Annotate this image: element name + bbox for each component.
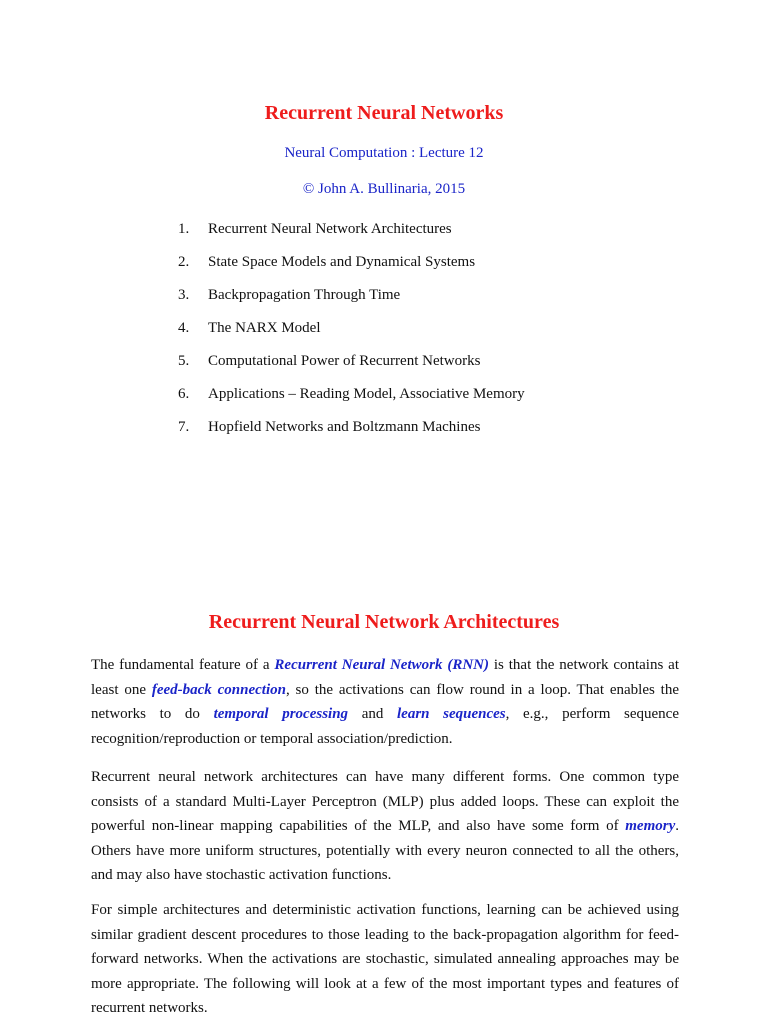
- paragraph-text: , e.g., perform sequence recognition/reproduction or temporal association/prediction.: [91, 706, 679, 747]
- paragraph-text: is that the network contains at least one: [91, 657, 679, 698]
- paragraph-text: For simple architectures and deterministic activation functions, learning can be achieved using similar gradient descent procedures to those leading to the back-propagation algorithm for feed-forward networks. When the activations are stochastic, simulated annealing approaches may be more appropriate. The following will look at a few of the most important types and features of recurrent networks.: [91, 902, 679, 1016]
- paragraph-text: , so the activations can flow round in a loop. That enables the networks to do: [91, 681, 679, 722]
- toc-number: 2.: [178, 254, 190, 270]
- paragraph-1: [91, 653, 679, 751]
- paragraph-text: and: [348, 706, 397, 722]
- toc-label: Computational Power of Recurrent Networks: [208, 353, 481, 369]
- toc-label: Hopfield Networks and Boltzmann Machines: [208, 419, 481, 435]
- copyright-line: © John A. Bullinaria, 2015: [302, 181, 466, 197]
- course-line: Neural Computation : Lecture 12: [284, 145, 484, 161]
- toc-number: 3.: [178, 287, 190, 303]
- toc-number: 7.: [178, 419, 190, 435]
- keyword-rnn: Recurrent Neural Network (RNN): [274, 657, 490, 673]
- keyword-memory: memory: [625, 818, 676, 834]
- paragraph-text: Recurrent neural network architectures can have many different forms. One common type consists of a standard Multi-Layer Perceptron (MLP) plus added loops. These can exploit the powerful non-linear mapping capabilities of the MLP, and also have some form of: [91, 769, 679, 834]
- paragraph-text: . Others have more uniform structures, potentially with every neuron connected to all the others, and may also have stochastic activation functions.: [91, 818, 679, 883]
- section-heading: Recurrent Neural Network Architectures: [208, 611, 560, 633]
- toc-number: 6.: [178, 386, 190, 402]
- paragraph-text: The fundamental feature of a: [91, 657, 275, 673]
- paragraph-2: [91, 765, 679, 888]
- toc-number: 4.: [178, 320, 190, 336]
- toc-label: State Space Models and Dynamical Systems: [208, 254, 476, 270]
- keyword-temporal-processing: temporal processing: [213, 706, 349, 722]
- toc-label: Recurrent Neural Network Architectures: [208, 221, 452, 237]
- keyword-feedback-connection: feed-back connection: [151, 681, 286, 698]
- toc-number: 5.: [178, 353, 190, 369]
- toc-label: The NARX Model: [208, 320, 321, 336]
- keyword-learn-sequences: learn sequences: [397, 706, 506, 722]
- toc-label: Applications – Reading Model, Associative Memory: [208, 386, 525, 402]
- toc-number: 1.: [178, 221, 190, 237]
- toc-label: Backpropagation Through Time: [208, 287, 401, 303]
- page-title: Recurrent Neural Networks: [264, 102, 504, 124]
- paragraph-3: [91, 898, 679, 1021]
